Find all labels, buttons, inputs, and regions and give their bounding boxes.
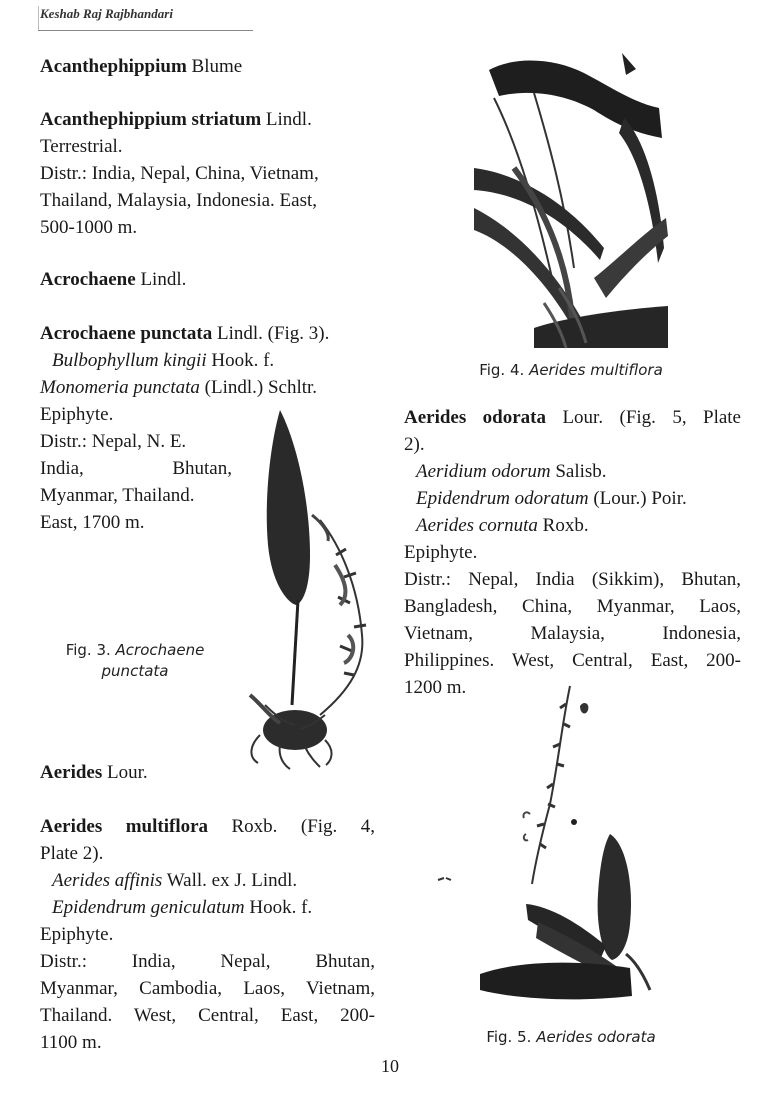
taxon-name: Acanthephippium: [40, 56, 187, 77]
species-aerides-odorata: [404, 404, 741, 701]
synonym-name: Aerides affinis: [52, 870, 163, 891]
running-header-author: Keshab Raj Rajbhandari: [40, 6, 173, 21]
synonym-author: Roxb.: [542, 515, 589, 536]
taxon-author: Lindl. (Fig. 3).: [216, 323, 330, 344]
taxon-author: Lour. (Fig. 5, Plate: [562, 407, 741, 428]
synonym-author: (Lour.) Poir.: [593, 488, 687, 509]
fig4-plant-illustration: [474, 48, 674, 350]
caption-title: Aerides multiflora: [529, 361, 663, 379]
taxon-name: Acanthephippium striatum: [40, 109, 262, 130]
distribution-line: India, Bhutan,: [40, 458, 232, 479]
species-aerides-multiflora: [40, 813, 375, 1056]
distribution-line: 1200 m.: [404, 677, 467, 698]
caption-prefix: Fig. 3.: [65, 641, 111, 659]
taxon-author: Lindl.: [140, 269, 187, 290]
genus-acanthephippium: [40, 53, 380, 80]
synonym-name: Monomeria punctata: [40, 377, 200, 398]
distribution-line: Thailand. West, Central, East, 200-: [40, 1005, 375, 1026]
habit: Terrestrial.: [40, 136, 123, 157]
fig3-caption: [40, 640, 230, 682]
reference-continuation: Plate 2).: [40, 843, 104, 864]
header-tick: [38, 6, 39, 30]
distribution-line: Philippines. West, Central, East, 200-: [404, 650, 741, 671]
taxon-name: Acrochaene: [40, 269, 136, 290]
species-acanthephippium-striatum: [40, 106, 380, 241]
synonym-author: Hook. f.: [249, 897, 313, 918]
reference-continuation: 2).: [404, 434, 425, 455]
distribution-line: Bangladesh, China, Myanmar, Laos,: [404, 596, 741, 617]
distribution-line: 1100 m.: [40, 1032, 102, 1053]
caption-prefix: Fig. 4.: [479, 361, 525, 379]
synonym-author: Hook. f.: [211, 350, 275, 371]
distribution-line: Thailand, Malaysia, Indonesia. East,: [40, 190, 318, 211]
taxon-name: Acrochaene punctata: [40, 323, 213, 344]
taxon-author: Lour.: [107, 762, 148, 783]
taxon-name: Aerides multiflora: [40, 816, 209, 837]
synonym-name: Epidendrum geniculatum: [52, 897, 245, 918]
distribution-line: Distr.: Nepal, N. E.: [40, 431, 187, 452]
taxon-name: Aerides odorata: [404, 407, 547, 428]
header-rule: [38, 30, 253, 31]
synonym-name: Aeridium odorum: [416, 461, 551, 482]
taxon-author: Lindl.: [265, 109, 312, 130]
distribution-line: Distr.: Nepal, India (Sikkim), Bhutan,: [404, 569, 741, 590]
fig5-plant-illustration: [430, 684, 655, 1010]
synonym-name: Aerides cornuta: [416, 515, 538, 536]
fig3-plant-illustration: [240, 405, 375, 770]
distribution-line: Distr.: India, Nepal, China, Vietnam,: [40, 163, 319, 184]
distribution-line: Myanmar, Cambodia, Laos, Vietnam,: [40, 978, 375, 999]
fig5-caption: [430, 1028, 712, 1046]
synonym-author: (Lindl.) Schltr.: [204, 377, 318, 398]
genus-aerides: [40, 759, 380, 786]
habit: Epiphyte.: [40, 404, 114, 425]
taxon-author: Blume: [191, 56, 243, 77]
page-number: 10: [381, 1056, 399, 1076]
synonym-name: Bulbophyllum kingii: [52, 350, 207, 371]
habit: Epiphyte.: [40, 924, 114, 945]
distribution-line: Vietnam, Malaysia, Indonesia,: [404, 623, 741, 644]
distribution-line: East, 1700 m.: [40, 512, 145, 533]
habit: Epiphyte.: [404, 542, 478, 563]
synonym-author: Salisb.: [555, 461, 607, 482]
distribution-line: 500-1000 m.: [40, 217, 138, 238]
distribution-line: Myanmar, Thailand.: [40, 485, 195, 506]
caption-title: Acrochaene: [115, 641, 205, 659]
genus-acrochaene: [40, 266, 380, 293]
caption-prefix: Fig. 5.: [486, 1028, 532, 1046]
synonym-author: Wall. ex J. Lindl.: [166, 870, 298, 891]
taxon-name: Aerides: [40, 762, 103, 783]
caption-title: punctata: [101, 662, 169, 680]
distribution-line: Distr.: India, Nepal, Bhutan,: [40, 951, 375, 972]
fig4-caption: [430, 361, 712, 379]
synonym-name: Epidendrum odoratum: [416, 488, 589, 509]
caption-title: Aerides odorata: [536, 1028, 656, 1046]
taxon-author: Roxb. (Fig. 4,: [231, 816, 375, 837]
